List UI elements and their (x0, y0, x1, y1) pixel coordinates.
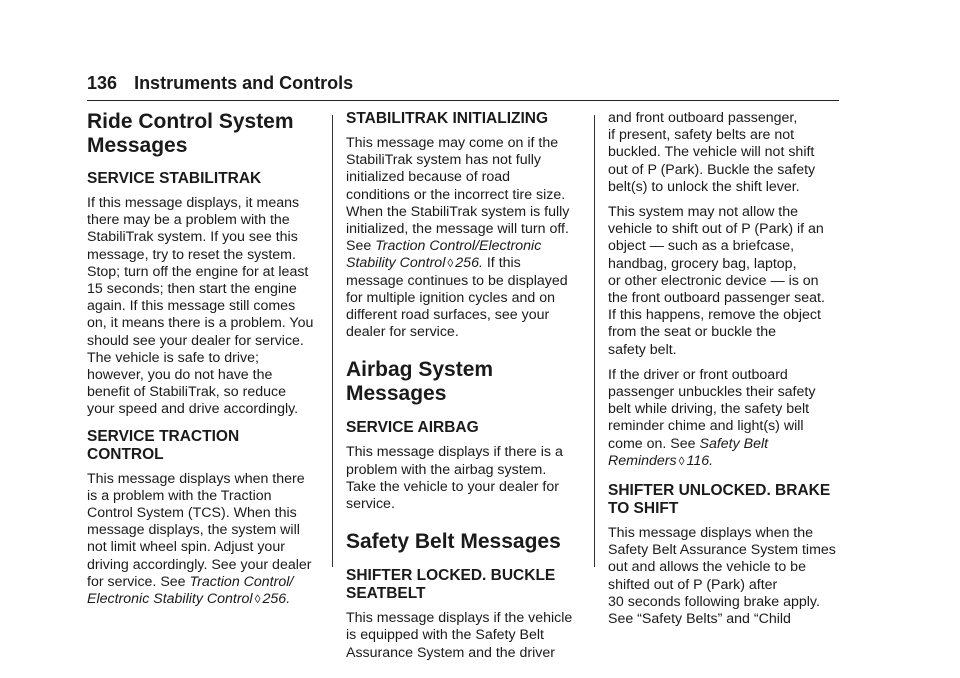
cross-reference-link: Traction Control/Electronic (375, 238, 542, 255)
cross-reference-link: Stability Control (346, 255, 446, 272)
service-airbag-title: SERVICE AIRBAG (346, 419, 479, 437)
service-traction-body: This message displays when there is a problem with the Traction Control System (TCS). When this message displays, the system will not limit wheel spin. Adjust your driving accordingly. See your dealer for service. See Traction Control/ Electronic Stability Control ◊ 256. (87, 470, 312, 608)
service-airbag-body: This message displays if there is a problem with the airbag system. Take the vehicle to your dealer for service. (346, 444, 563, 513)
page-ref-icon: ◊ (254, 592, 261, 607)
stabilitrak-initializing-title: STABILITRAK INITIALIZING (346, 110, 549, 127)
section-title: Instruments and Controls (134, 73, 354, 93)
unbuckle-paragraph: If the driver or front outboard passenger unbuckles their safety belt while driving, the safety belt reminder chime and light(s) will come on. See Safety Belt Reminders ◊ 116. (608, 366, 816, 469)
column-2 (346, 110, 582, 662)
cross-reference-link: Traction Control/ (189, 573, 294, 590)
shifter-unlocked-body: This message displays when the Safety Belt Assurance System times out and allows the vehicle to be shifted out of P (Park) after 30 seconds following brake apply. See “Safety Belts” and “Child (608, 525, 836, 628)
cross-reference-link: Safety Belt (699, 435, 769, 452)
cross-reference-link: Electronic Stability Control (87, 591, 253, 608)
shifter-locked-title: SHIFTER LOCKED. BUCKLE SEATBELT (346, 567, 556, 603)
ride-control-heading: Ride Control System Messages (87, 110, 294, 157)
service-stabilitrak-body: If this message displays, it means there may be a problem with the StabiliTrak system. If you see this message, try to reset the system. Stop; turn off the engine for at least 15 seconds; then start the engine again. If this message still comes on, it means there is a problem. You should see your dealer for service. The vehicle is safe to drive; however, you do not have the benefit of StabiliTrak, so reduce your speed and drive accordingly. (87, 195, 314, 418)
page-header (87, 70, 839, 101)
service-stabilitrak-title: SERVICE STABILITRAK (87, 170, 262, 187)
airbag-heading: Airbag System Messages (346, 358, 494, 406)
safety-belt-heading: Safety Belt Messages (346, 530, 561, 554)
service-traction-title: SERVICE TRACTION CONTROL (87, 427, 240, 463)
column-divider (332, 115, 333, 567)
shifter-locked-body: This message displays if the vehicle is equipped with the Safety Belt Assurance System and the driver (346, 610, 573, 661)
object-on-seat-paragraph: This system may not allow the vehicle to shift out of P (Park) if an object — such as a briefcase, handbag, grocery bag, laptop, or other electronic device — is on the front outboard passenger seat. If this happens, remove the object from the seat or buckle the safety belt. (608, 204, 825, 358)
column-1 (87, 110, 323, 608)
column-3 (608, 110, 844, 628)
shifter-unlocked-title: SHIFTER UNLOCKED. BRAKE TO SHIFT (608, 482, 831, 518)
page-ref-icon: ◊ (447, 256, 454, 271)
page-number: 136 (87, 73, 118, 93)
page-ref-icon: ◊ (678, 453, 685, 468)
column-divider (594, 115, 595, 567)
stabilitrak-initializing-body: This message may come on if the StabiliTrak system has not fully initialized because of road conditions or the incorrect tire size. When the StabiliTrak system is fully initialized, the message will turn off. See Traction Control/Electronic Stability Control ◊ 256. If this message continues to be displayed for multiple ignition cycles and on different road surfaces, see your dealer for service. (346, 135, 570, 341)
cross-reference-link: Reminders (608, 452, 677, 469)
shifter-locked-continued: and front outboard passenger, if present, safety belts are not buckled. The vehicle will not shift out of P (Park). Buckle the safety belt(s) to unlock the shift lever. (608, 110, 816, 195)
